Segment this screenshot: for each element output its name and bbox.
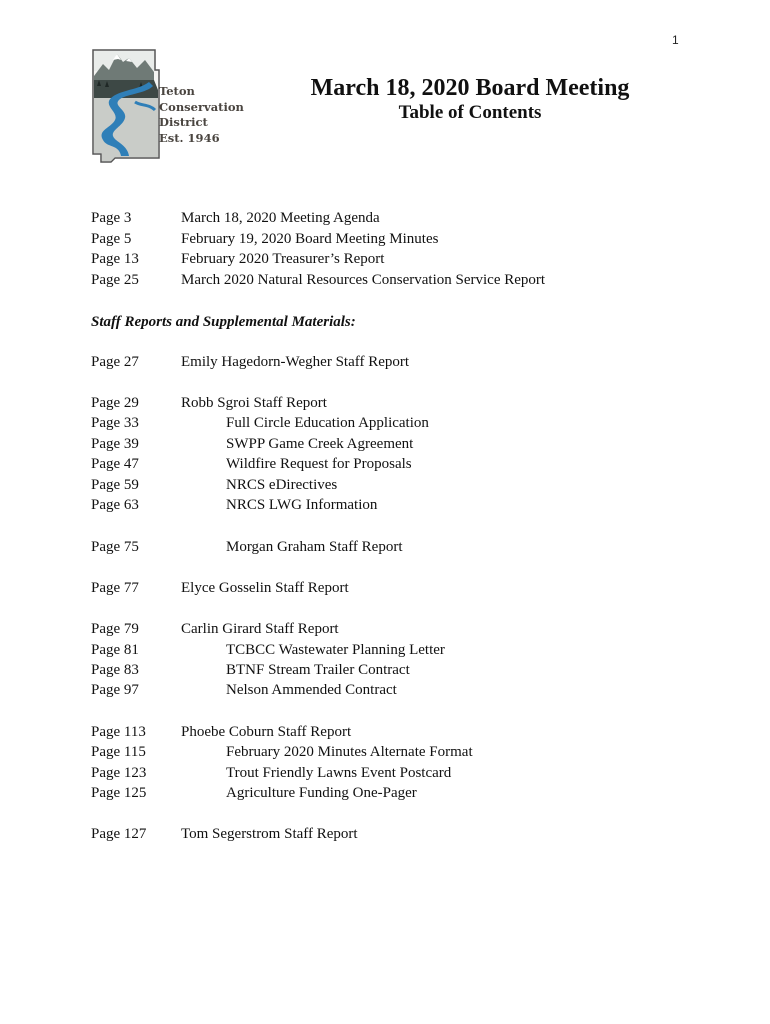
toc-page: Page 39 bbox=[91, 436, 139, 452]
toc-page: Page 123 bbox=[91, 765, 147, 781]
toc-page: Page 25 bbox=[91, 272, 139, 288]
toc-label: Elyce Gosselin Staff Report bbox=[181, 580, 349, 596]
toc-page: Page 29 bbox=[91, 395, 139, 411]
toc-page: Page 81 bbox=[91, 642, 139, 658]
toc-page: Page 97 bbox=[91, 682, 139, 698]
toc-label: Nelson Ammended Contract bbox=[226, 682, 397, 698]
toc-page: Page 79 bbox=[91, 621, 139, 637]
toc-page: Page 115 bbox=[91, 744, 146, 760]
toc-page: Page 83 bbox=[91, 662, 139, 678]
toc-page: Page 125 bbox=[91, 785, 147, 801]
logo-text bbox=[159, 84, 244, 146]
toc-page: Page 127 bbox=[91, 826, 147, 842]
document-title: March 18, 2020 Board Meeting bbox=[310, 75, 630, 101]
staff-reports-heading: Staff Reports and Supplemental Materials: bbox=[91, 314, 356, 330]
toc-label: Trout Friendly Lawns Event Postcard bbox=[226, 765, 452, 781]
page-number: 1 bbox=[672, 33, 679, 47]
toc-label: Full Circle Education Application bbox=[226, 415, 429, 431]
toc-page: Page 13 bbox=[91, 251, 139, 267]
toc-label: SWPP Game Creek Agreement bbox=[226, 436, 414, 452]
toc-page: Page 5 bbox=[91, 231, 132, 247]
toc-label: TCBCC Wastewater Planning Letter bbox=[226, 642, 445, 658]
toc-page: Page 27 bbox=[91, 354, 139, 370]
toc-label: Agriculture Funding One-Pager bbox=[226, 785, 417, 801]
logo-line-district: District bbox=[159, 115, 208, 129]
toc-page: Page 75 bbox=[91, 539, 139, 555]
toc-label: Robb Sgroi Staff Report bbox=[181, 395, 327, 411]
toc-page: Page 33 bbox=[91, 415, 139, 431]
toc-page: Page 47 bbox=[91, 456, 139, 472]
toc-page: Page 63 bbox=[91, 497, 139, 513]
document-subtitle: Table of Contents bbox=[398, 102, 542, 123]
toc-label: Wildfire Request for Proposals bbox=[226, 456, 412, 472]
logo-line-established: Est. 1946 bbox=[159, 130, 220, 145]
toc-page: Page 77 bbox=[91, 580, 139, 596]
logo-line-conservation: Conservation bbox=[159, 99, 244, 114]
toc-label: Phoebe Coburn Staff Report bbox=[181, 724, 352, 740]
toc-label: March 2020 Natural Resources Conservation Service Report bbox=[181, 272, 546, 288]
teton-conservation-district-logo bbox=[89, 46, 254, 164]
toc-label: NRCS LWG Information bbox=[226, 497, 378, 513]
toc-label: BTNF Stream Trailer Contract bbox=[226, 662, 410, 678]
toc-label: Morgan Graham Staff Report bbox=[226, 539, 403, 555]
toc-label: Emily Hagedorn-Wegher Staff Report bbox=[181, 354, 410, 370]
toc-label: February 2020 Treasurer’s Report bbox=[181, 251, 385, 267]
toc-label: February 2020 Minutes Alternate Format bbox=[226, 744, 473, 760]
toc-page: Page 59 bbox=[91, 477, 139, 493]
toc-page: Page 3 bbox=[91, 210, 132, 226]
logo-line-teton: Teton bbox=[159, 84, 195, 98]
toc-label: March 18, 2020 Meeting Agenda bbox=[181, 210, 380, 226]
toc-page: Page 113 bbox=[91, 724, 146, 740]
toc-label: February 19, 2020 Board Meeting Minutes bbox=[181, 231, 439, 247]
toc-label: NRCS eDirectives bbox=[226, 477, 338, 493]
toc-label: Tom Segerstrom Staff Report bbox=[181, 826, 358, 842]
toc-label: Carlin Girard Staff Report bbox=[181, 621, 339, 637]
